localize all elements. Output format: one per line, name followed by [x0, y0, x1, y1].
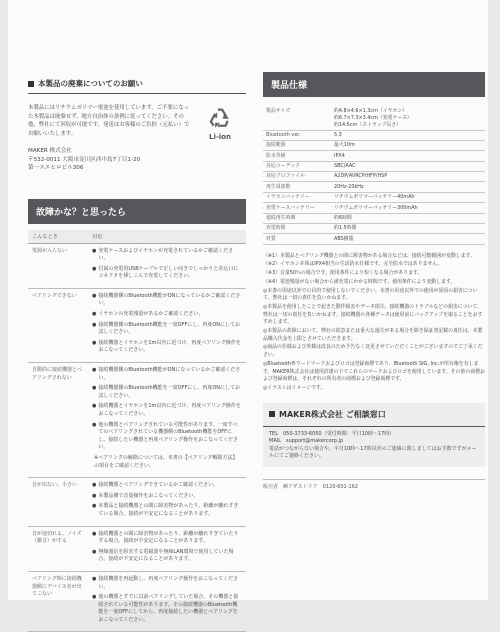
support-note: 電話がつながらない場合や、平日10時〜17時以外のご連絡に関しましてはお手数ですがメールにてご連絡ください。: [269, 446, 479, 461]
bullet-dot-icon: ●: [92, 311, 96, 319]
spec-key: 連続再生時間: [263, 213, 331, 223]
spec-value: [331, 161, 485, 171]
spec-value-line: IPX4: [334, 153, 482, 160]
recycle-icon: [206, 104, 234, 132]
table-row: [263, 161, 485, 171]
support-box: [263, 403, 485, 467]
building-name: 第一スエヒロビル306: [28, 164, 246, 173]
table-row: [263, 223, 485, 233]
action-text: 他の機器とペアリングされている可能性があります。一度すべてのペアリングされている機器側のBluetooth機能をOFFにし、接続したい機器と再度ペアリング操作をおこなってください。: [98, 422, 242, 452]
spec-key: 充電ケースバッテリー: [263, 203, 331, 213]
trouble-symptom: 音が出ない。小さい: [28, 478, 88, 526]
divider: [28, 93, 246, 94]
support-heading: [263, 403, 485, 427]
action-text: 接続機器側のBluetooth機能がONになっているかご確認ください。: [98, 367, 242, 382]
list-item: [92, 594, 242, 624]
spec-value-line: 約6.7×7.3×3.4cm（充電ケース）: [334, 115, 482, 122]
table-row: [28, 571, 246, 632]
bullet-dot-icon: ●: [92, 576, 96, 591]
bullet-dot-icon: ●: [92, 422, 96, 452]
trouble-symptom: ペアリング時に接続機器側にデバイス名が出てこない: [28, 571, 88, 632]
table-row: [263, 130, 485, 140]
table-row: [28, 288, 246, 362]
bullet-dot-icon: ●: [92, 340, 96, 355]
header-state: こんなとき: [28, 230, 88, 244]
bullet-dot-icon: ●: [92, 493, 96, 501]
action-text: 接続機器とペアリングできているかご確認ください。: [98, 482, 218, 490]
action-text: 無線通信を阻害する電磁波や無線LAN環境で使用していた場合、接続が不安定になることがあります。: [98, 549, 242, 564]
seller-footer: 販売者 ㈱アダストリア 0120-601-162: [263, 479, 485, 490]
support-tel: TEL 050-3733-6050（受付時間：平日10時〜17時）: [269, 431, 479, 439]
company-address: [28, 147, 246, 173]
spec-value: [331, 140, 485, 150]
bullet-square-icon: [28, 81, 34, 87]
disposal-title: 本製品の廃棄についてのお願い: [38, 78, 143, 89]
spec-note: ◎本製品の故障において、弊社の故意または重大な過失がある場合を除き保証書記載の責任は、本製品購入代金を上限とさせていただきます。: [263, 328, 485, 343]
list-item: [92, 293, 242, 308]
support-title: MAKER株式会社 ご相談窓口: [279, 409, 386, 420]
spec-note: ◎本書の用途以外での目的で使用しないでください。本書の用途以外での使用が原因の損害について、弊社は一切の責任を負いかねます。: [263, 288, 485, 303]
list-item: [92, 482, 242, 490]
bullet-dot-icon: ●: [92, 385, 96, 400]
spec-key: 充電時間: [263, 223, 331, 233]
spec-key: Bluetooth ver.: [263, 130, 331, 140]
spec-note: ◎Bluetooth®ワードマークおよびロゴは登録商標であり、Bluetooth SIG, Inc.が所有権を有します。MAKER株式会社は使用許諾の下でこれらのマークおよびロゴを使用しています。その他の商標および登録商標は、それぞれの所有者の商標および登録商標です。: [263, 361, 485, 384]
action-text: 接続機器側のBluetooth機能を一度OFFにし、再度ONにしてお試しください。: [98, 385, 242, 400]
trouble-actions: [88, 288, 246, 362]
spec-value-line: A2DP/AVRCP/HFP/HSP: [334, 173, 482, 180]
recycle-mark: [198, 104, 242, 141]
bullet-dot-icon: ●: [92, 403, 96, 418]
trouble-actions: [88, 571, 246, 632]
trouble-actions: [88, 363, 246, 478]
bullet-dot-icon: ●: [92, 482, 96, 490]
list-item: [92, 455, 242, 470]
list-item: [92, 549, 242, 564]
trouble-table: [28, 230, 246, 632]
bullet-dot-icon: ●: [92, 594, 96, 624]
action-text: ※ペアリングの解除については、本書の【ペアリング解除方法】の項目をご確認ください。: [94, 455, 242, 470]
bullet-dot-icon: ●: [92, 248, 96, 263]
manual-page: [8, 0, 488, 600]
action-text: 接続機器側のBluetooth機能がONになっているかご確認ください。: [98, 293, 242, 308]
spec-value-line: SBC/AAC: [334, 163, 482, 170]
bullet-dot-icon: ●: [92, 367, 96, 382]
trouble-symptom: 電源が入らない: [28, 243, 88, 288]
spec-note: （※2）イヤホン本体はIPX4相当の生活防水仕様です。完全防水ではありません。: [263, 261, 485, 269]
spec-value-line: 5.3: [334, 132, 482, 139]
bullet-dot-icon: ●: [92, 531, 96, 546]
list-item: [92, 311, 242, 319]
right-column: [263, 0, 485, 490]
disposal-heading: [28, 78, 246, 89]
spec-value-line: 約6時間: [334, 215, 482, 222]
bullet-dot-icon: ●: [92, 503, 96, 518]
list-item: [92, 385, 242, 400]
action-text: 接続機器とイヤホンを1m以内に近づけ、再度ペアリング操作をおこなってください。: [98, 340, 242, 355]
spec-title: 製品仕様: [263, 72, 485, 97]
spec-note: （※1）本製品とペアリング機器との間に障害物がある場合などは、接続可能範囲が変動します。: [263, 253, 485, 261]
table-row: [263, 192, 485, 202]
spec-key: 対応コーデック: [263, 161, 331, 171]
table-row: [263, 172, 485, 182]
table-row: [263, 140, 485, 150]
spec-value: [331, 234, 485, 244]
action-text: 本製品側で音量操作をおこなってください。: [98, 493, 198, 501]
spec-note: ◎本製品を使用したことで起きた動作障害やデータ損失、接続機器のトラブルなどの損害について、弊社は一切の責任を負いかねます。接続機器の各種データは使用前にバックアップを取ることをおすすめします。: [263, 304, 485, 327]
action-text: イヤホンの充電残量があるかご確認ください。: [98, 311, 203, 319]
spec-note: ◎イラストはイメージです。: [263, 385, 485, 393]
trouble-actions: [88, 526, 246, 571]
table-row: [28, 526, 246, 571]
list-item: [92, 503, 242, 518]
support-body: [263, 427, 485, 467]
table-row: [28, 478, 246, 526]
li-ion-label: Li-ion: [209, 133, 231, 141]
bullet-dot-icon: ●: [92, 266, 96, 281]
list-item: [92, 322, 242, 337]
header-action: 対応: [88, 230, 246, 244]
trouble-actions: [88, 243, 246, 288]
spec-note: （※4）電池残量がない場合から満充電にかかる時間です。使用条件により変動します。: [263, 279, 485, 287]
trouble-table-body: [28, 243, 246, 632]
left-column: [28, 0, 246, 632]
postal-address: 〒532-0011 大阪市淀川区西中島7丁目1-20: [28, 156, 246, 165]
disposal-body: 本製品にはリチウムポリマー電池を使用しています。ご不要になった本製品は廃棄せず、地方自治体の条例に従ってください。その他、弊社にて回収が可能です。発送はお客様のご負担（元払い）でお願いいたします。: [28, 104, 194, 141]
spec-value: [331, 172, 485, 182]
table-row: [263, 203, 485, 213]
table-row: [263, 182, 485, 192]
spec-value: [331, 151, 485, 161]
list-item: [92, 493, 242, 501]
trouble-table-header: [28, 230, 246, 244]
spec-value-line: リチウムポリマーバッテリー40mAh: [334, 194, 482, 201]
list-item: [92, 576, 242, 591]
list-item: [92, 367, 242, 382]
spec-value: [331, 130, 485, 140]
spec-value-line: 約4.8×4.6×1.3cm（イヤホン）: [334, 108, 482, 115]
trouble-title: 故障かな？と思ったら: [28, 199, 246, 224]
bullet-dot-icon: ●: [92, 293, 96, 308]
spec-value: [331, 223, 485, 233]
trouble-actions: [88, 478, 246, 526]
spec-value: [331, 192, 485, 202]
bullet-dot-icon: ●: [92, 322, 96, 337]
spec-key: 再生周波数: [263, 182, 331, 192]
action-text: 接続機器とイヤホンを1m以内に近づけ、再度ペアリング操作をおこなってください。: [98, 403, 242, 418]
spec-value-line: 最大10m: [334, 142, 482, 149]
bullet-square-icon: [269, 411, 275, 417]
bullet-dot-icon: ●: [92, 549, 96, 564]
disposal-notice: [28, 104, 246, 141]
spec-key: イヤホンバッテリー: [263, 192, 331, 202]
spec-value-line: 20Hz-20kHz: [334, 184, 482, 191]
spec-notes: [263, 253, 485, 393]
spec-value: [331, 107, 485, 130]
action-text: 接続機器との間に障害物があったり、距離が離れすぎていたりする場合、接続が不安定になることがあります。: [98, 531, 242, 546]
trouble-symptom: 自動的に接続機器とペアリングされない: [28, 363, 88, 478]
spec-value-line: 約1.5時間: [334, 225, 482, 232]
spec-key: 対応プロファイル: [263, 172, 331, 182]
list-item: [92, 248, 242, 263]
spec-value-line: ABS樹脂: [334, 236, 482, 243]
spec-value-line: 約14.5cm（ストラップ長さ）: [334, 122, 482, 129]
spec-key: 製品サイズ: [263, 107, 331, 130]
table-row: [28, 363, 246, 478]
spec-table: [263, 107, 485, 245]
list-item: [92, 422, 242, 452]
table-row: [28, 243, 246, 288]
spec-table-body: [263, 107, 485, 244]
trouble-symptom: ペアリングできない: [28, 288, 88, 362]
action-text: 付属の充電用USBケーブルで正しい向きでしっかりと差込口にコネクタを挿しこんで充電してください。: [98, 266, 242, 281]
spec-note: ◎商品の仕様および外観は改良のため予告なく変更させていただくことがございますのでご了承ください。: [263, 344, 485, 359]
spec-value: [331, 182, 485, 192]
spec-note: （※3）音量50％の場合です。使用条件により短くなる場合があります。: [263, 270, 485, 278]
list-item: [92, 403, 242, 418]
trouble-symptom: 音が途切れる。ノイズ（雑音）がする: [28, 526, 88, 571]
spec-key: 防水等級: [263, 151, 331, 161]
action-text: 接続機器を再起動し、再度ペアリング操作をおこなってください。: [98, 576, 242, 591]
action-text: 本製品と接続機器との間に障害物があったり、距離が離れすぎている場合、接続が不安定になることがあります。: [98, 503, 242, 518]
table-row: [263, 213, 485, 223]
spec-key: 材質: [263, 234, 331, 244]
table-row: [263, 107, 485, 130]
action-text: 接続機器側のBluetooth機能を一度OFFにし、再度ONにしてお試しください。: [98, 322, 242, 337]
company-name: MAKER 株式会社: [28, 147, 246, 156]
spec-value: [331, 213, 485, 223]
support-mail: MAIL support@makercorp.jp: [269, 438, 479, 446]
list-item: [92, 531, 242, 546]
list-item: [92, 340, 242, 355]
table-row: [263, 151, 485, 161]
table-row: [263, 234, 485, 244]
spec-key: 接続範囲: [263, 140, 331, 150]
action-text: 他の機器とすでに以前ペアリングしていた場合、その機器と接続されている可能性があります。その接続機器のBluetooth機能を一度OFFにしてから、再度接続したい機器とペアリングをおこなってください。: [98, 594, 242, 624]
spec-value: [331, 203, 485, 213]
action-text: 充電ケースおよびイヤホンが充電されているかご確認ください。: [98, 248, 242, 263]
spec-value-line: リチウムポリマーバッテリー300mAh: [334, 205, 482, 212]
list-item: [92, 266, 242, 281]
